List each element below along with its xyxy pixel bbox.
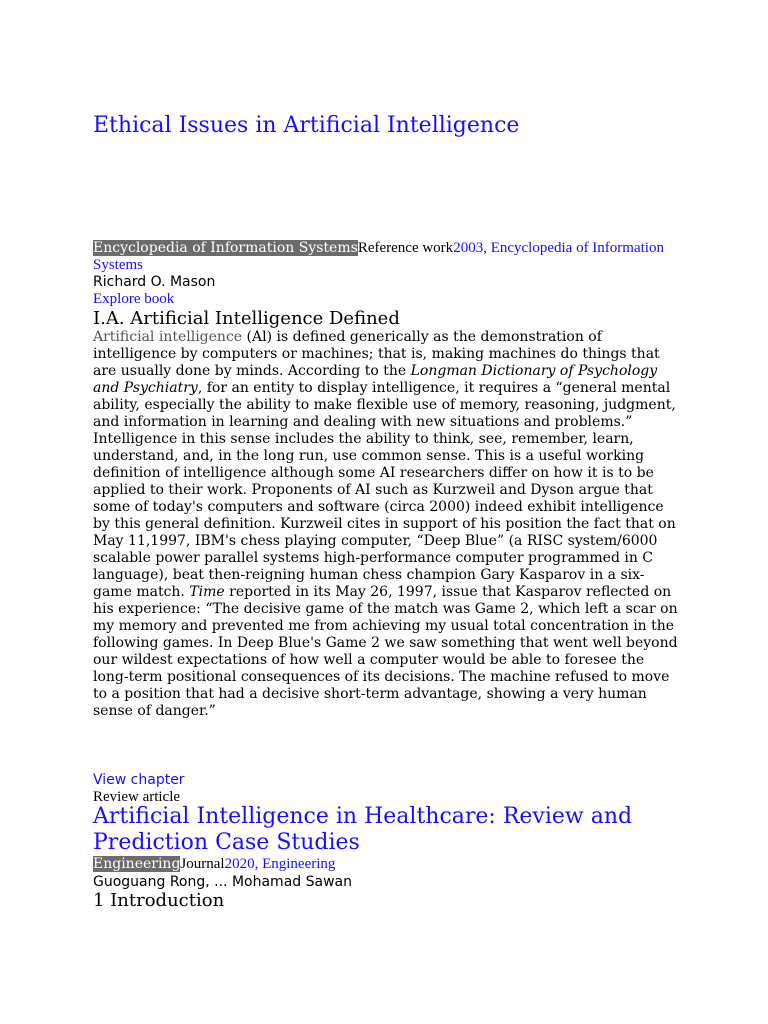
- excerpt-part-2: , for an entity to display intelligence, it requires a “general mental ability, especially the ability to make flexible use of memory, reasoning, judgment, and information in learning and dealing with new situations and problems.” Intelligence in this sense includes the ability to think, see, remember, learn, understand, and, in the long run, use common sense. This is a useful working definition of intelligence although some AI researchers differ on how it is to be applied to their work. Proponents of AI such as Kurzweil and Dyson argue that some of today's computers and software (circa 2000) indeed exhibit intelligence by this general definition. Kurzweil cites in support of his position the fact that on May 11,1997, IBM's chess playing computer, “Deep Blue” (a RISC system/6000 scalable power parallel systems high-performance computer programmed in C language), beat then-reigning human chess champion Gary Kasparov in a six-game match.: [93, 380, 676, 600]
- excerpt-italic-title: Longman Dictionary of Psychology and Psychiatry: [93, 363, 658, 396]
- section-heading-2: 1 Introduction: [93, 890, 225, 911]
- article-type: Review article: [93, 789, 181, 805]
- article-title-link[interactable]: Artificial Intelligence in Healthcare: Review and Prediction Case Studies: [93, 804, 633, 855]
- source-link[interactable]: 2003, Encyclopedia of Information Systems: [93, 240, 664, 273]
- view-chapter-link[interactable]: [93, 771, 683, 789]
- ai-term-link[interactable]: Artificial intelligence: [93, 329, 243, 345]
- result-meta-2: [93, 856, 683, 873]
- explore-book-link[interactable]: [93, 291, 683, 308]
- author-names-2: Guoguang Rong, ... Mohamad Sawan: [93, 874, 352, 890]
- author-name: Richard O. Mason: [93, 274, 216, 290]
- document-title: Ethical Issues in Artificial Intelligence: [93, 113, 520, 138]
- excerpt-part-1: (Al) is defined generically as the demonstration of intelligence by computers or machines; that is, making machines do things that are usually done by minds. According to the: [93, 329, 660, 379]
- result-meta: [93, 240, 683, 274]
- chapter-excerpt: [93, 329, 681, 720]
- excerpt-part-3: reported in its May 26, 1997, issue that Kasparov reflected on his experience: “The decisive game of the match was Game 2, which left a scar on my memory and prevented me from achieving my usual total concentration in the following games. In Deep Blue's Game 2 we saw something that went well beyond our wildest expectations of how well a computer would be able to foresee the long-term positional consequences of its decisions. The machine refused to move to a position that had a decisive short-term advantage, showing a very human sense of danger.”: [93, 584, 678, 719]
- content-type-2: Journal: [180, 856, 225, 872]
- source-tag-2[interactable]: Engineering: [93, 856, 181, 872]
- source-link-2[interactable]: 2020, Engineering: [224, 856, 336, 872]
- excerpt-italic-time: Time: [189, 584, 225, 600]
- content-type: Reference work: [357, 240, 454, 256]
- explore-book-link-text[interactable]: Explore book: [93, 291, 175, 307]
- section-heading: I.A. Artificial Intelligence Defined: [93, 308, 400, 329]
- source-tag[interactable]: Encyclopedia of Information Systems: [93, 240, 358, 256]
- article-title[interactable]: [93, 804, 693, 856]
- view-chapter-link-text[interactable]: View chapter: [93, 772, 185, 788]
